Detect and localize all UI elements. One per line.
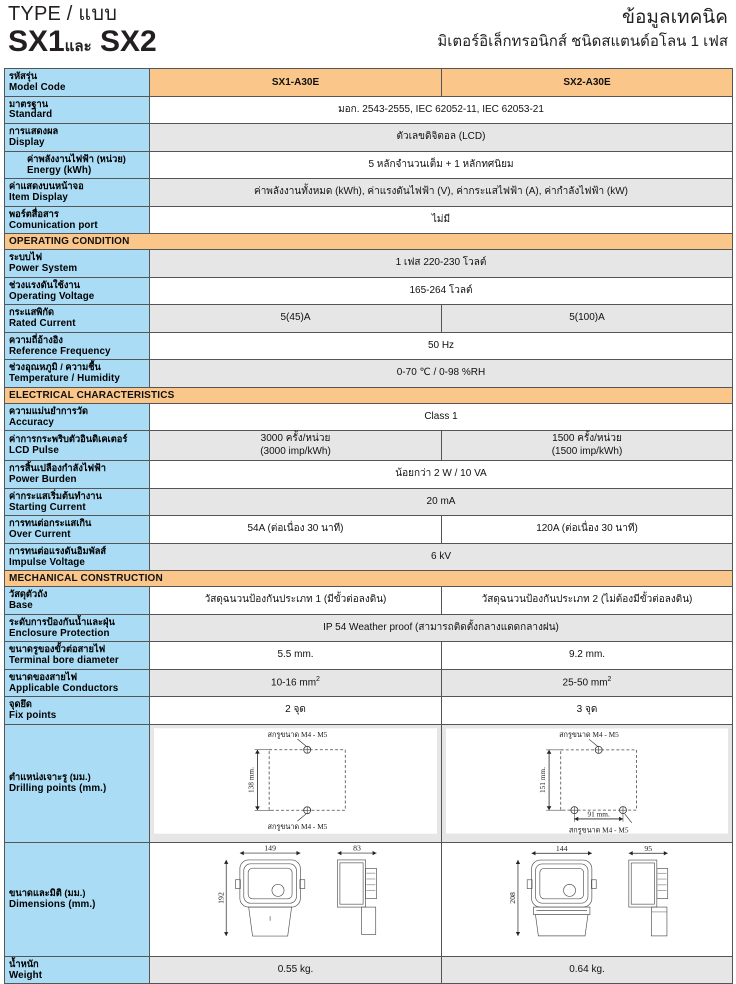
row-label-th: ขนาดและมิติ (มม.) [9,888,86,899]
row-label-th: ค่าแสดงบนหน้าจอ [9,181,84,192]
value-reference-frequency [150,332,733,360]
row-label [5,488,150,516]
superscript: 2 [607,676,612,684]
model-code-sx2: SX2-A30E [442,69,733,97]
dimension-cell-sx2 [442,842,733,956]
value-rated-current-sx1 [150,305,442,333]
row-label-th: ขนาดรูของขั้วต่อสายไฟ [9,644,106,655]
value-base-sx2 [442,587,733,615]
row-label [5,543,150,571]
superscript: 2 [316,676,320,684]
header-left [8,4,157,58]
row-label-th: ขนาดของสายไฟ [9,671,78,682]
row-label-en: Comunication port [9,219,98,231]
table-row-applicable-conductors [5,669,733,697]
row-label [5,69,150,97]
value-over-current-sx1 [150,516,442,544]
svg-text:สกรูขนาด M4 - M5: สกรูขนาด M4 - M5 [559,731,619,740]
row-label [5,587,150,615]
value-line: 3000 ครั้ง/หน่วย [260,433,331,445]
value-line: IP 54 Weather proof (สามารถติดตั้งกลางแดดกลางฝน) [323,621,559,633]
row-label [5,96,150,124]
table-row-dimensions [5,842,733,956]
row-label [5,697,150,725]
row-label [5,516,150,544]
value-power-burden [150,461,733,489]
table-row-starting-current [5,488,733,516]
row-label-en: Dimensions (mm.) [9,899,96,911]
row-label [5,403,150,431]
value-terminal-bore-diameter-sx1 [150,642,442,670]
value-line: วัสดุฉนวนป้องกันประเภท 2 (ไม่ต้องมีขั้วต่อลงดิน) [481,594,693,606]
row-label-th: มาตรฐาน [9,98,49,109]
row-label-th: จุดยึด [9,699,32,710]
row-label-en: Base [9,600,33,612]
svg-text:สกรูขนาด M4 - M5: สกรูขนาด M4 - M5 [568,826,629,835]
table-row-base [5,587,733,615]
value-energy-kwh [150,151,733,179]
model-code-sx1: SX1-A30E [150,69,442,97]
row-label [5,724,150,842]
value-item-display [150,179,733,207]
value-standard [150,96,733,124]
table-row-over-current [5,516,733,544]
row-label-th: วัสดุตัวถัง [9,589,48,600]
row-label-th: ช่วงอุณหภูมิ / ความชื้น [9,362,101,373]
value-line: 120A (ต่อเนื่อง 30 นาที) [536,523,638,535]
svg-text:95: 95 [644,844,653,853]
row-label-th: ตำแหน่งเจาะรู (มม.) [9,772,91,783]
table-row-lcd-pulse [5,431,733,461]
row-label-en: Temperature / Humidity [9,373,120,385]
row-label-th: การสิ้นเปลืองกำลังไฟฟ้า [9,463,106,474]
value-weight-sx2 [442,956,733,984]
row-label [5,431,150,461]
row-label-en: Impulse Voltage [9,556,85,568]
table-row-model-code [5,69,733,97]
row-label-en: Item Display [9,192,68,204]
drilling-cell-sx1 [150,724,442,842]
value-line: 9.2 mm. [568,649,606,661]
value-line: 5(100)A [569,312,605,324]
value-line: 2 จุด [285,704,306,716]
row-label-en: Operating Voltage [9,290,95,302]
specification-table [4,68,733,984]
svg-text:208: 208 [508,891,518,904]
value-line: 10-16 $mm^2$ [271,676,320,689]
value-accuracy [150,403,733,431]
row-label [5,614,150,642]
svg-text:สกรูขนาด M4 - M5: สกรูขนาด M4 - M5 [267,821,328,831]
tech-data-subtitle: มิเตอร์อิเล็กทรอนิกส์ ชนิดสแตนด์อโลน 1 เฟส [437,32,728,50]
row-label [5,151,150,179]
tech-data-title: ข้อมูลเทคนิค [622,7,728,28]
value-fix-points-sx1 [150,697,442,725]
row-label-en: Drilling points (mm.) [9,783,107,795]
value-line: Class 1 [424,410,458,422]
value-applicable-conductors-sx2 [442,669,733,697]
value-line: 5.5 mm. [277,649,314,661]
svg-text:สกรูขนาด M4 - M5: สกรูขนาด M4 - M5 [267,729,328,739]
drilling-cell-sx2 [442,724,733,842]
value-display [150,124,733,152]
table-row-impulse-voltage [5,543,733,571]
row-label-th: ค่าการกระพริบตัวอินดิเคเตอร์ [9,434,128,445]
value-line: 0-70 ℃ / 0-98 %RH [396,367,486,379]
model-name-sx1: SX1 [8,25,65,58]
table-row-rated-current [5,305,733,333]
value-line: 54A (ต่อเนื่อง 30 นาที) [247,523,344,535]
svg-text:91 mm.: 91 mm. [587,810,610,819]
table-section-operating-condition [5,234,733,250]
model-conjunction: และ [64,38,92,55]
value-terminal-bore-diameter-sx2 [442,642,733,670]
value-applicable-conductors-sx1 [150,669,442,697]
value-line: 25-50 $mm^2$ [562,676,612,689]
row-label-en: Enclosure Protection [9,627,110,639]
row-label-en: LCD Pulse [9,445,59,457]
row-label-th: น้ำหนัก [9,958,39,969]
value-base-sx1 [150,587,442,615]
row-label [5,250,150,278]
value-line: 0.64 kg. [569,963,605,975]
table-row-terminal-bore-diameter [5,642,733,670]
table-row-display [5,124,733,152]
value-weight-sx1 [150,956,442,984]
meter-dimension-drawing-sx2 [446,845,728,949]
row-label-en: Power Burden [9,474,77,486]
row-label-en: Reference Frequency [9,345,111,357]
table-row-accuracy [5,403,733,431]
row-label [5,360,150,388]
row-label-en: Power System [9,263,78,275]
value-line: 5(45)A [280,312,311,324]
row-label-th: ช่วงแรงดันใช้งาน [9,279,80,290]
row-label [5,669,150,697]
value-line: 1500 ครั้ง/หน่วย [552,433,622,445]
svg-text:138 mm.: 138 mm. [246,766,256,793]
section-title: ELECTRICAL CHARACTERISTICS [5,387,733,403]
svg-text:151 mm.: 151 mm. [539,766,548,793]
row-label-th: การทนต่อแรงดันอิมพัลส์ [9,545,107,556]
row-label [5,277,150,305]
value-lcd-pulse-sx2 [442,431,733,461]
row-label-en: Energy (kWh) [27,164,92,176]
table-row-drilling-points [5,724,733,842]
table-row-weight [5,956,733,984]
value-line: 0.55 kg. [277,963,314,975]
table-row-temperature-humidity [5,360,733,388]
value-over-current-sx2 [442,516,733,544]
type-label: TYPE / แบบ [8,3,118,25]
value-line: (3000 imp/kWh) [260,445,331,457]
value-starting-current [150,488,733,516]
value-line: น้อยกว่า 2 W / 10 VA [395,468,487,480]
table-row-operating-voltage [5,277,733,305]
row-label-th: พอร์ตสื่อสาร [9,208,59,219]
value-line: มอก. 2543-2555, IEC 62052-11, IEC 62053-21 [338,103,544,115]
row-label-th: ระบบไฟ [9,252,43,263]
table-row-fix-points [5,697,733,725]
value-temperature-humidity [150,360,733,388]
value-line: วัสดุฉนวนป้องกันประเภท 1 (มีขั้วต่อลงดิน) [204,594,387,606]
svg-text:144: 144 [555,844,568,853]
row-label-en: Display [9,137,45,148]
row-label-th: ระดับการป้องกันน้ำและฝุ่น [9,616,115,627]
table-row-enclosure-protection [5,614,733,642]
row-label-en: Applicable Conductors [9,682,119,694]
value-line: 50 Hz [427,339,455,351]
row-label-en: Accuracy [9,416,54,428]
drilling-diagram-sx2 [446,727,728,835]
value-lcd-pulse-sx1 [150,431,442,461]
meter-dimension-drawing-sx1 [154,845,437,949]
row-label-en: Over Current [9,529,71,541]
model-name-sx2: SX2 [99,25,157,58]
svg-text:83: 83 [353,844,361,853]
header-right [437,8,728,51]
section-title: MECHANICAL CONSTRUCTION [5,571,733,587]
value-line: 5 หลักจำนวนเต็ม + 1 หลักทศนิยม [368,158,514,170]
row-label-en: Starting Current [9,501,86,513]
row-label-en: Weight [9,969,43,981]
row-label-en: Fix points [9,710,57,722]
row-label [5,206,150,234]
value-operating-voltage [150,277,733,305]
table-section-mechanical-construction [5,571,733,587]
row-label [5,332,150,360]
value-impulse-voltage [150,543,733,571]
table-row-reference-frequency [5,332,733,360]
table-row-communication-port [5,206,733,234]
row-label [5,461,150,489]
value-line: (1500 imp/kWh) [551,445,623,457]
row-label [5,305,150,333]
value-line: 165-264 โวลต์ [409,284,473,296]
table-row-power-burden [5,461,733,489]
row-label-th: การแสดงผล [9,126,59,137]
value-line: 6 kV [430,550,451,562]
row-label-th: กระแสพิกัด [9,307,55,318]
svg-text:149: 149 [264,844,276,853]
row-label [5,842,150,956]
row-label [5,179,150,207]
row-label-th: ความถี่อ้างอิง [9,334,63,345]
value-line: 3 จุด [576,704,598,716]
row-label-th: ความแม่นยำการวัด [9,405,89,416]
row-label [5,642,150,670]
row-label-en: Terminal bore diameter [9,655,119,667]
row-label-th: ค่าพลังงานไฟฟ้า (หน่วย) [27,153,126,164]
row-label-en: Model Code [9,81,66,93]
row-label-th: ค่ากระแสเริ่มต้นทำงาน [9,490,102,501]
table-row-energy-kwh [5,151,733,179]
section-title: OPERATING CONDITION [5,234,733,250]
document-header [4,0,732,68]
dimension-cell-sx1 [150,842,442,956]
drilling-diagram-sx1 [154,727,437,835]
row-label-th: การทนต่อกระแสเกิน [9,518,92,529]
value-line: ค่าพลังงานทั้งหมด (kWh), ค่าแรงดันไฟฟ้า (V), ค่ากระแสไฟฟ้า (A), ค่ากำลังไฟฟ้า (kW) [254,186,628,198]
table-row-standard [5,96,733,124]
value-communication-port [150,206,733,234]
row-label-en: Standard [9,109,53,121]
value-line: 20 mA [426,495,456,507]
row-label [5,956,150,984]
specification-table-body [5,69,733,984]
model-title [8,26,157,58]
value-line: ไม่มี [431,213,451,225]
value-rated-current-sx2 [442,305,733,333]
table-row-power-system [5,250,733,278]
value-line: 1 เฟส 220-230 โวลต์ [395,257,487,269]
value-enclosure-protection [150,614,733,642]
table-row-item-display [5,179,733,207]
row-label-en: Rated Current [9,318,76,330]
value-line: ตัวเลขดิจิตอล (LCD) [396,131,486,143]
value-fix-points-sx2 [442,697,733,725]
svg-text:192: 192 [216,891,226,904]
row-label [5,124,150,152]
table-section-electrical-characteristics [5,387,733,403]
value-power-system [150,250,733,278]
row-label-th: รหัสรุ่น [9,71,38,81]
